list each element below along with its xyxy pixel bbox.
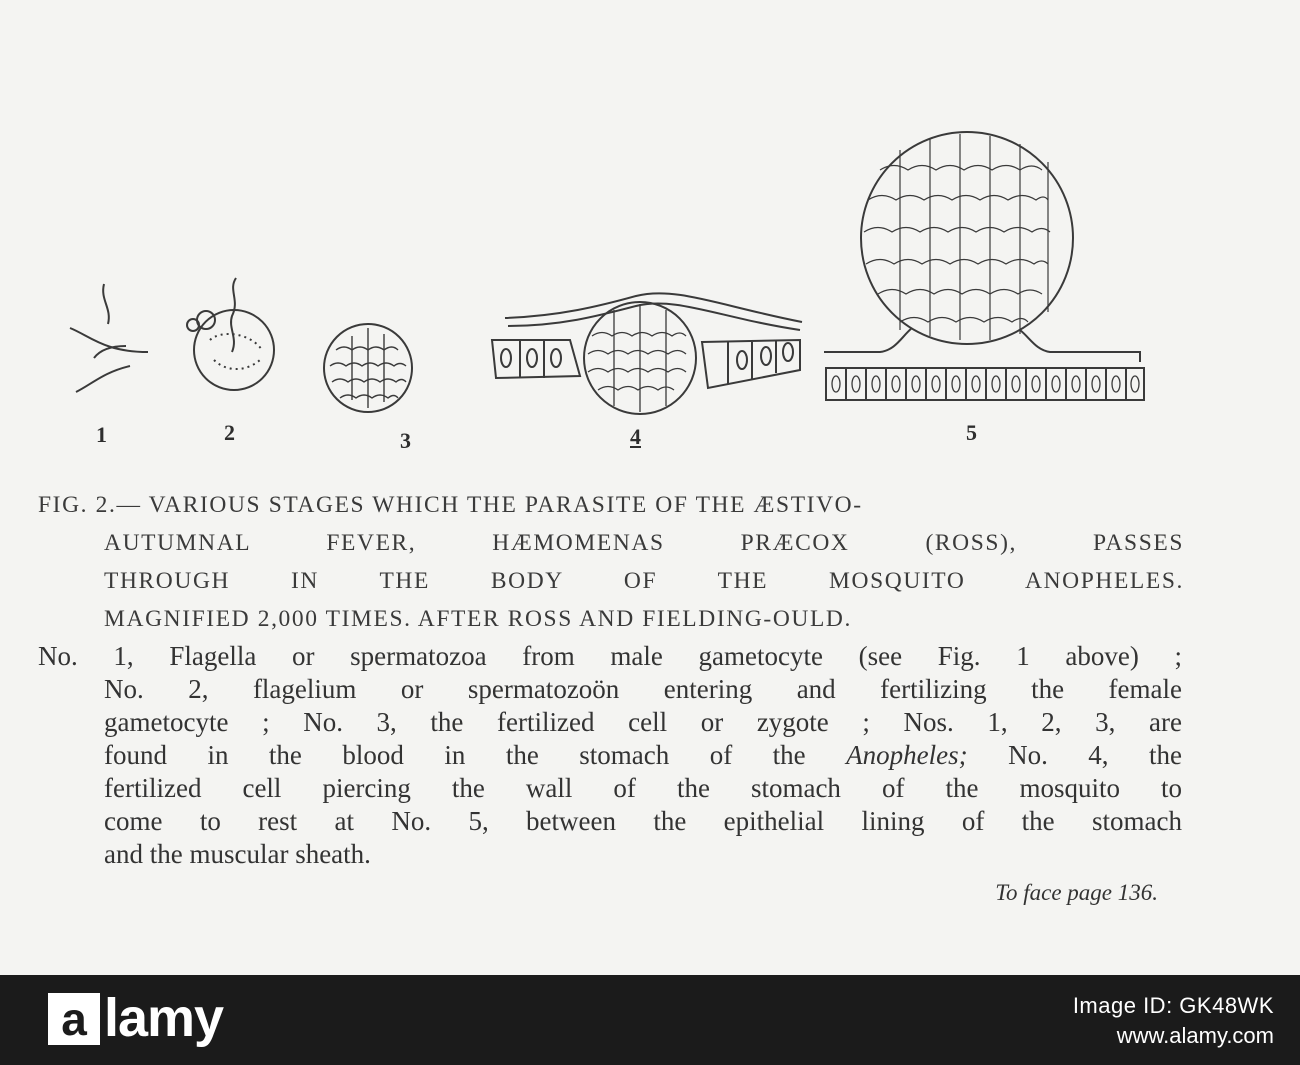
caption-line: THROUGH IN THE BODY OF THE MOSQUITO ANOPHELES. <box>104 568 1184 594</box>
caption-line: MAGNIFIED 2,000 TIMES. AFTER ROSS AND FIELDING-OULD. <box>104 606 852 632</box>
watermark-image-id: Image ID: GK48WK <box>1072 993 1274 1018</box>
legend-line: come to rest at No. 5, between the epithelial lining of the stomach <box>104 806 1182 836</box>
stomach-wall-piercing-drawing <box>492 293 802 414</box>
zygote-drawing <box>324 324 412 412</box>
legend-line: No. 1, Flagella or spermatozoa from male gametocyte (see Fig. 1 above) ; <box>38 641 1182 671</box>
face-page-note: To face page 136. <box>995 880 1158 905</box>
watermark-bar <box>0 975 1300 1065</box>
alamy-logo-icon: a <box>48 993 100 1045</box>
gametocyte-drawing <box>187 278 274 390</box>
legend-line: No. 2, flagelium or spermatozoön entering and fertilizing the female <box>104 674 1182 704</box>
legend-line: and the muscular sheath. <box>104 839 371 869</box>
legend-text: No. 4, the <box>1008 740 1182 770</box>
legend-text: found in the blood in the stomach of the <box>104 740 806 770</box>
legend-line: fertilized cell piercing the wall of the stomach of the mosquito to <box>104 773 1182 803</box>
figure-label-3: 3 <box>400 428 411 453</box>
legend-line <box>38 739 1182 772</box>
figure-label-5: 5 <box>966 420 977 445</box>
figure-legend <box>38 640 1188 871</box>
watermark-url: www.alamy.com <box>1116 1023 1274 1048</box>
figure-label-1: 1 <box>96 422 107 447</box>
figure-label-2: 2 <box>224 420 235 445</box>
watermark-info <box>1073 975 1274 1049</box>
caption-line: FIG. 2.— VARIOUS STAGES WHICH THE PARASITE OF THE ÆSTIVO- <box>38 492 863 518</box>
legend-italic-genus: Anopheles; <box>846 740 968 770</box>
caption-line: AUTUMNAL FEVER, HÆMOMENAS PRÆCOX (ROSS), PASSES <box>104 530 1184 556</box>
oocyst-drawing <box>824 132 1144 400</box>
legend-line: gametocyte ; No. 3, the fertilized cell or zygote ; Nos. 1, 2, 3, are <box>104 707 1182 737</box>
figure-illustration <box>0 0 1300 470</box>
figure-caption <box>38 486 1188 638</box>
watermark-logo: lamy <box>104 988 224 1048</box>
flagella-drawing <box>70 284 148 392</box>
figure-label-4: 4 <box>630 424 641 449</box>
